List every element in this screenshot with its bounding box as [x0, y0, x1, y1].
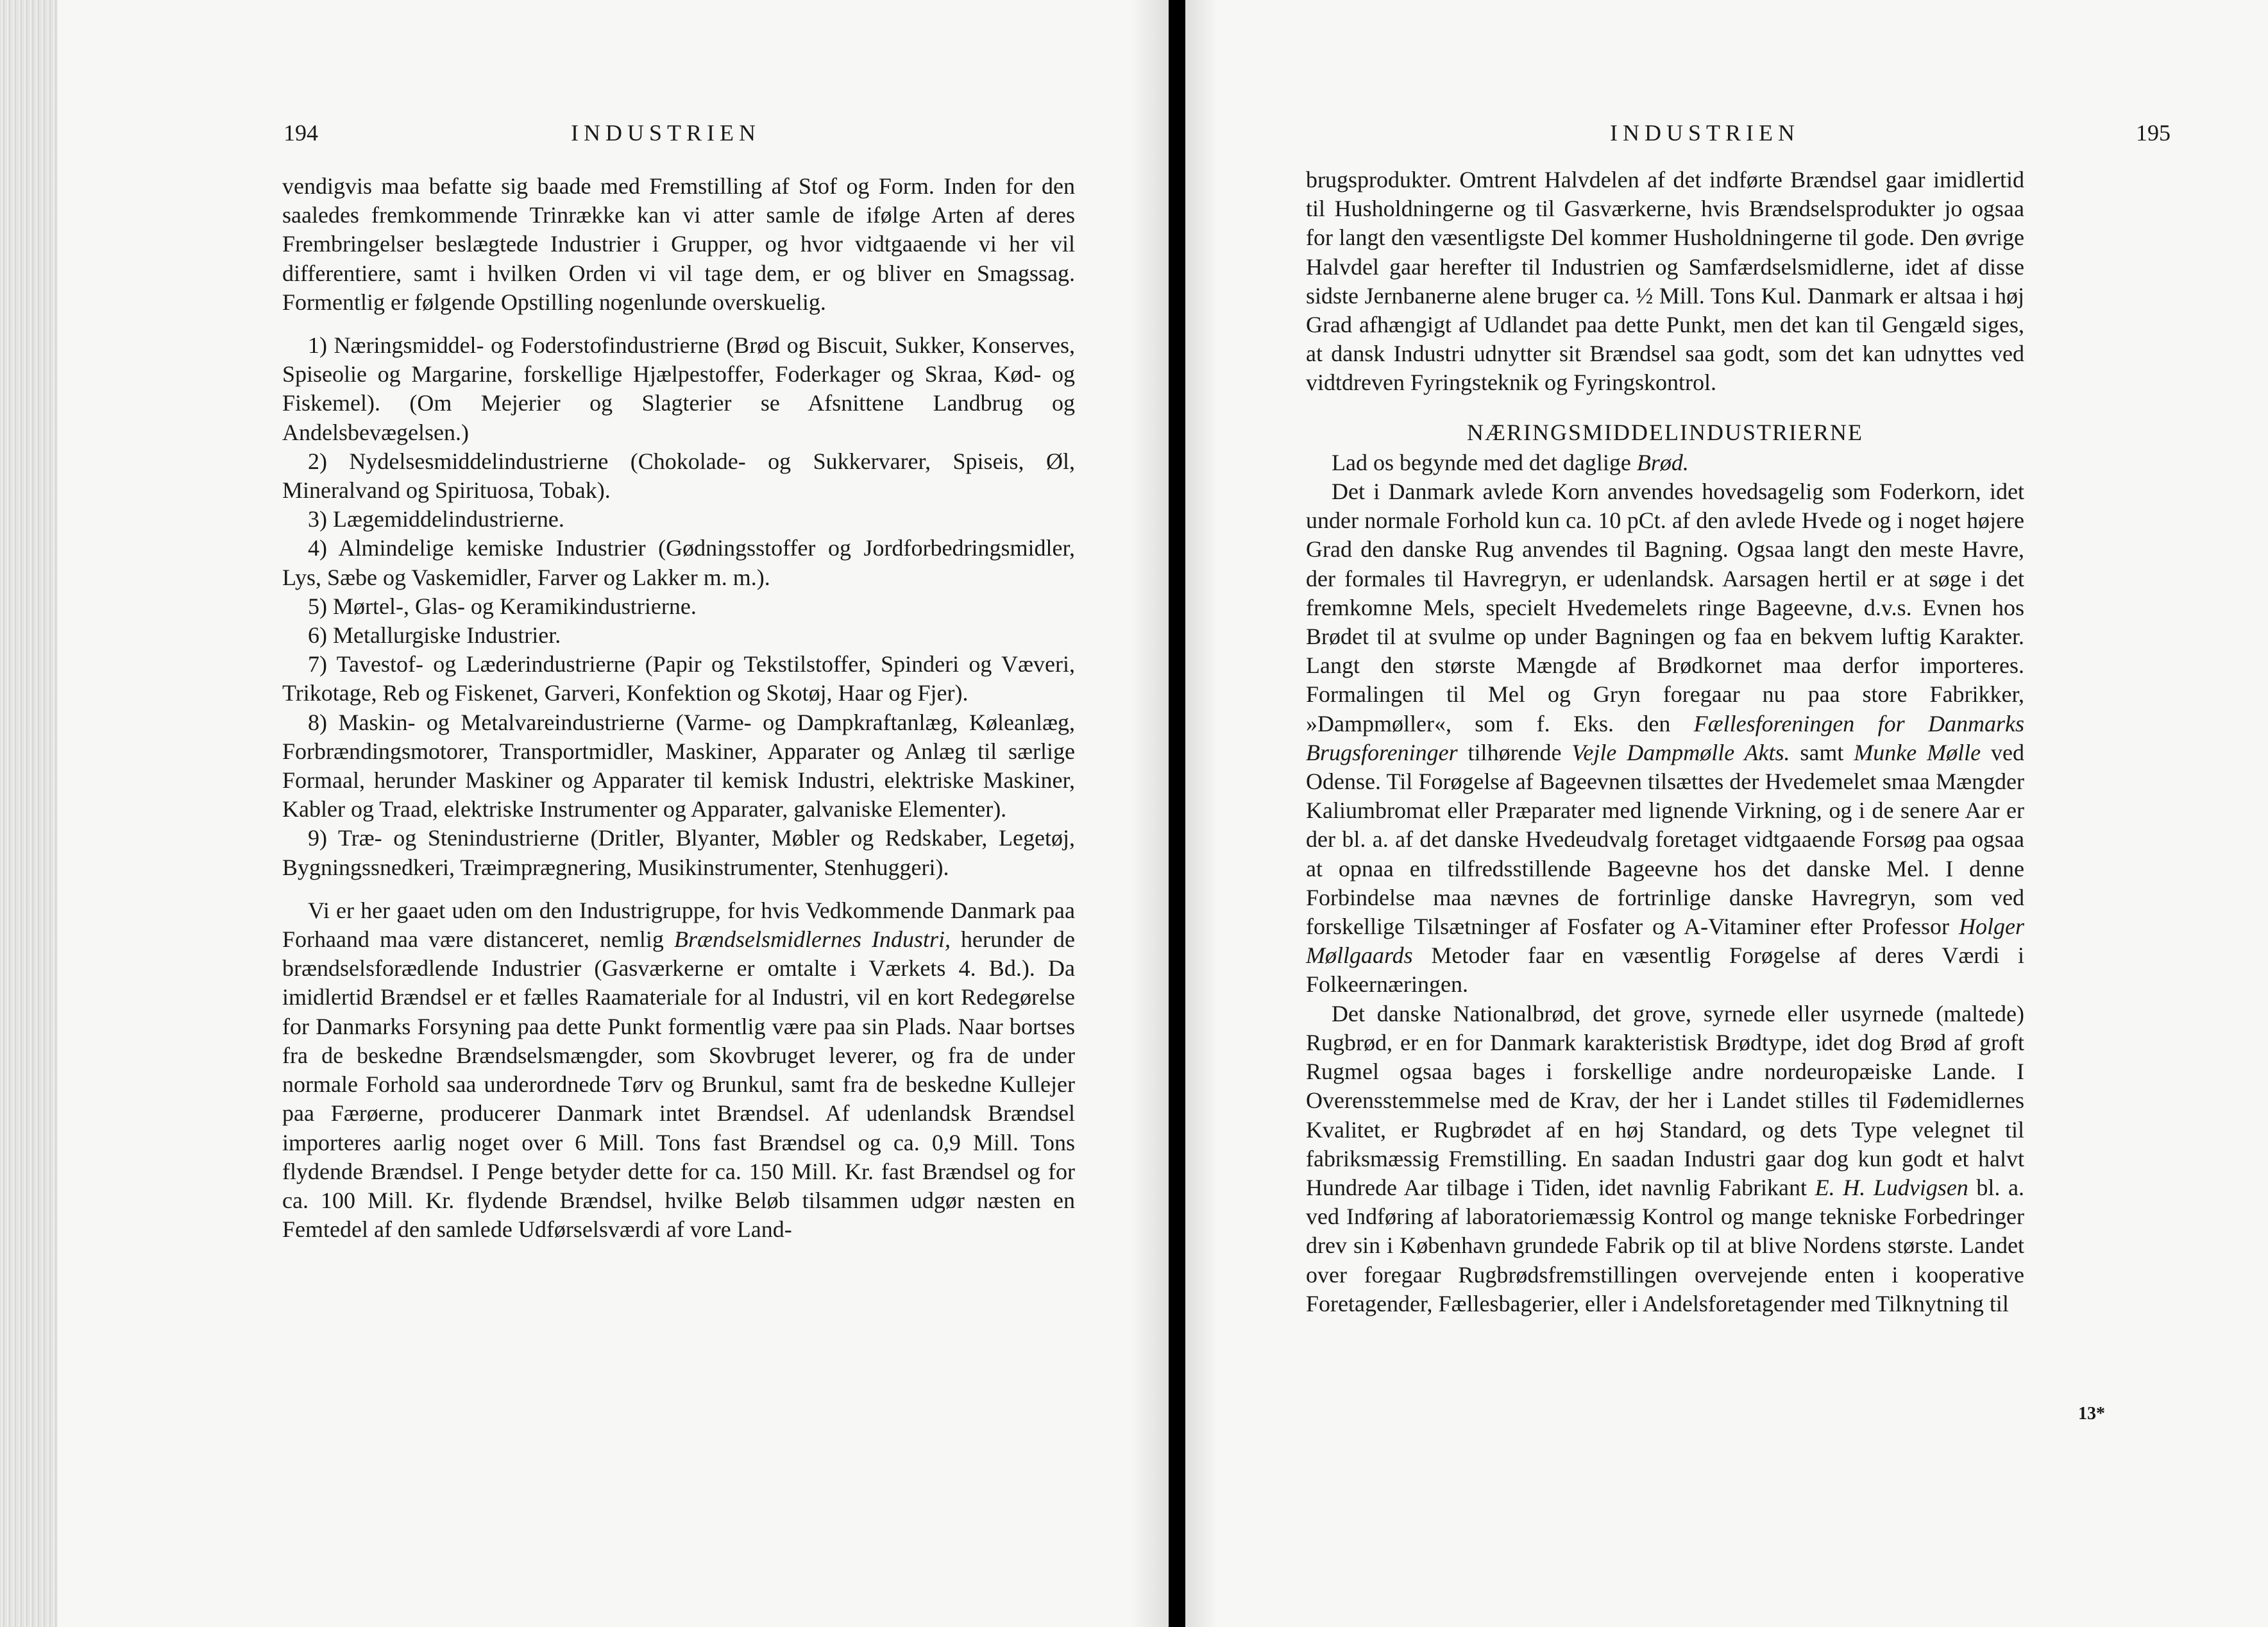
text-run: Vi er her gaaet uden om den Industrigruppe, for hvis Vedkommende Danmark paa Forhaand maa være distanceret, nemlig — [282, 897, 1075, 953]
page-number: 194 — [284, 120, 318, 146]
paragraph: brugsprodukter. Omtrent Halvdelen af det indførte Brændsel gaar imidlertid til Husholdningerne og til Gasværkerne, hvis Brændselsprodukter jo ogsaa for langt den væsentligste Del kommer Husholdningerne til gode. Den øvrige Halvdel gaar herefter til Industrien og Samfærdselsmidlerne, idet af disse sidste Jernbanerne alene bruger ca. ½ Mill. Tons Kul. Danmark er altsaa i høj Grad afhængigt af Udlandet paa dette Punkt, men det kan til Gengæld siges, at dansk Industri udnytter sit Brændsel saa godt, som det kan udnyttes ved vidtdreven Fyringsteknik og Fyringskontrol. — [1306, 167, 2024, 396]
section-title: NÆRINGSMIDDELINDUSTRIERNE — [1467, 419, 1863, 445]
text-run: Det i Danmark avlede Korn anvendes hovedsagelig som Foderkorn, idet under normale Forhold kun ca. 10 pCt. af den avlede Hvede og i noget højere Grad den danske Rug anvendes til Bagning. Ogsaa langt den meste Havre, der formales til Havregryn, er udenlandsk. Aarsagen hertil er at søge i det fremkomne Mels, specielt Hvedemelets ringe Bageevne, d.v.s. Evnen hos Brødet til at svulme op under Bagningen og faa en bekvem luftig Karakter. Langt den største Mængde af Brødkornet maa derfor importeres. Formalingen til Mel og Gryn foregaar nu paa store Fabrikker, »Dampmøller«, som f. Eks. den — [1306, 479, 2024, 737]
paragraph — [1306, 477, 2024, 1000]
text-run: tilhørende — [1457, 739, 1572, 765]
signature-mark: 13* — [2078, 1404, 2105, 1424]
text-run: bl. a. ved Indføring af laboratoriemæssig Kontrol og mange tekniske Forbedringer drev sin i København grundede Fabrik op til at blive Nordens største. Landet over foregaar Rugbrødsfremstillingen overvejende enten i kooperative Foretagender, Fællesbagerier, eller i Andelsforetagender med Tilknytning til — [1306, 1174, 2024, 1316]
list-item: 3) Lægemiddelindustrierne. — [308, 506, 564, 532]
list-item: 7) Tavestof- og Læderindustrierne (Papir og Tekstilstoffer, Spinderi og Væveri, Trikotage, Reb og Fiskenet, Garveri, Konfektion og Skotøj, Haar og Fjer). — [282, 651, 1075, 706]
text-run: Lad os begynde med det daglige — [1332, 449, 1637, 475]
paragraph — [1306, 1000, 2024, 1318]
italic-term: Brændselsmidlernes Industri, — [673, 926, 951, 953]
right-page — [1185, 0, 2268, 1627]
page-number: 195 — [2136, 120, 2171, 146]
list-item: 4) Almindelige kemiske Industrier (Gødningsstoffer og Jordforbedringsmidler, Lys, Sæbe og Vaskemidler, Farver og Lakker m. m.). — [282, 535, 1075, 590]
gutter-shadow — [1130, 0, 1169, 1627]
paragraph — [282, 896, 1075, 1244]
text-column — [282, 172, 1075, 1244]
text-run: ved Odense. Til Forøgelse af Bageevnen tilsættes der Hvedemelet smaa Mængder Kaliumbromat eller Præparater med lignende Virkning, og i de senere Aar er der bl. a. af det danske Hvedeudvalg foretaget vidtgaaende Forsøg paa ogsaa at opnaa en tilfredsstillende Bageevne hos det danske Mel. I denne Forbindelse maa nævnes de fortrinlige danske Havregryn, som ved forskellige Tilsætninger af Fosfater og A-Vitaminer efter Professor — [1306, 739, 2025, 940]
list-item: 6) Metallurgiske Industrier. — [308, 622, 561, 649]
text-run: samt — [1790, 739, 1854, 765]
list-item: 1) Næringsmiddel- og Foderstofindustrierne (Brød og Biscuit, Sukker, Konserves, Spiseolie og Margarine, forskellige Hjælpestoffer, Foderkager og Skraa, Kød- og Fiskemel). (Om Mejerier og Slagterier se Afsnittene Landbrug og Andelsbevægelsen.) — [282, 332, 1075, 445]
list-item: 8) Maskin- og Metalvareindustrierne (Varme- og Dampkraftanlæg, Køleanlæg, Forbrændingsmotorer, Transportmidler, Maskiner, Apparater og Anlæg til særlige Formaal, herunder Maskiner og Apparater til kemisk Industri, elektriske Maskiner, Kabler og Traad, elektriske Instrumenter og Apparater, galvaniske Elementer). — [282, 709, 1075, 822]
list-item: 2) Nydelsesmiddelindustrierne (Chokolade- og Sukkervarer, Spiseis, Øl, Mineralvand og Spirituosa, Tobak). — [282, 448, 1075, 504]
italic-term: Holger Møllgaards — [1306, 914, 2024, 969]
running-head: INDUSTRIEN — [1610, 120, 1800, 146]
italic-term: Fællesforeningen for Danmarks Brugsforeninger — [1306, 710, 2024, 765]
italic-term: E. H. Ludvigsen — [1815, 1174, 1968, 1200]
list-item: 9) Træ- og Stenindustrierne (Dritler, Blyanter, Møbler og Redskaber, Legetøj, Bygningssnedkeri, Træimprægnering, Musikinstrumenter, Stenhuggeri). — [282, 825, 1075, 880]
paragraph: vendigvis maa befatte sig baade med Fremstilling af Stof og Form. Inden for den saaledes fremkommende Trinrække kan vi atter samle de ifølge Arten af deres Frembringelser beslægtede Industrier i Grupper, og hvor vidtgaaende vi her vil differentiere, samt i hvilken Orden vi vil tage dem, er og bliver en Smagssag. Formentlig er følgende Opstilling nogenlunde overskuelig. — [282, 173, 1075, 315]
italic-term: Munke Mølle — [1854, 739, 1981, 765]
list-item: 5) Mørtel-, Glas- og Keramikindustrierne. — [308, 593, 697, 619]
italic-term: Brød. — [1636, 449, 1689, 475]
paragraph — [1306, 448, 2024, 477]
text-column — [1306, 166, 2024, 1318]
italic-term: Vejle Dampmølle Akts. — [1571, 739, 1790, 765]
text-run: Metoder faar en væsentlig Forøgelse af deres Værdi i Folkeernæringen. — [1306, 942, 2024, 998]
gutter-shadow — [1185, 0, 1217, 1627]
text-run: Det danske Nationalbrød, det grove, syrnede eller usyrnede (maltede) Rugbrød, er en for Danmark karakteristisk Brødtype, idet dog Brød af groft Rugmel ogsaa bages i forskellige andre nordeuropæiske Lande. I Overensstemmelse med de Krav, der her i Landet stilles til Fødemidlernes Kvalitet, er Rugbrødet af en høj Standard, og dets Type velegnet til fabriksmæssig Fremstilling. En saadan Industri gaar dog kun godt et halvt Hundrede Aar tilbage i Tiden, idet navnlig Fabrikant — [1306, 1000, 2024, 1200]
running-head: INDUSTRIEN — [571, 120, 761, 146]
page-stack-edge — [0, 0, 58, 1627]
text-run: herunder de brændselsforædlende Industrier (Gasværkerne er omtalte i Værkets 4. Bd.). Da imidlertid Brændsel er et fælles Raamateriale for al Industri, vil en kort Redegørelse for Danmarks Forsyning paa dette Punkt formentlig være paa sin Plads. Naar bortses fra de beskedne Brændselsmængder, som Skovbruget leverer, og fra de under normale Forhold saa underordnede Tørv og Brunkul, samt fra de beskedne Kullejer paa Færøerne, producerer Danmark intet Brændsel. Af udenlandsk Brændsel importeres aarlig noget over 6 Mill. Tons fast Brændsel og ca. 0,9 Mill. Tons flydende Brændsel. I Penge betyder dette for ca. 150 Mill. Kr. fast Brændsel og for ca. 100 Mill. Kr. flydende Brændsel, hvilke Beløb tilsammen udgør næsten en Femtedel af den samlede Udførselsværdi af vore Land- — [282, 926, 1075, 1243]
